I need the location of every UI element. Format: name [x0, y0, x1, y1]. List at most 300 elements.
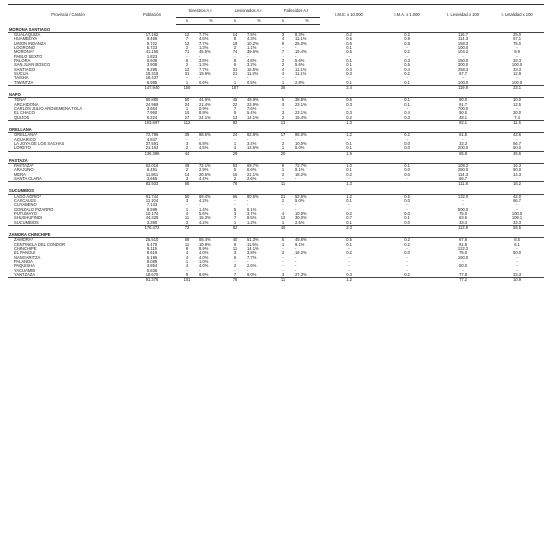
lethality-index-cell: 66.7 — [513, 199, 522, 203]
canton-name: SUCÚA — [14, 72, 29, 77]
injured-n-cell: 3 — [233, 212, 237, 217]
cases-pct-cell: 15.3% — [199, 216, 211, 221]
ime-cell: 0.7 — [346, 216, 352, 221]
injured-pct-cell: 9.0% — [247, 273, 257, 278]
injured-pct-cell: 0.5% — [247, 80, 257, 85]
cases-n-cell: 31 — [184, 72, 190, 77]
injured-pct-cell: 7.7% — [247, 255, 257, 260]
cases-pct-cell: 69.4% — [199, 194, 211, 199]
ima-cell: 0.0 — [404, 142, 410, 147]
lethality-index-cell: - — [516, 247, 518, 252]
dead-pct-cell: 72.7% — [295, 163, 307, 168]
canton-name: HUAMBOYA — [14, 37, 38, 42]
canton-name: PALORA — [14, 59, 31, 63]
injured-pct-cell: 82.8% — [247, 132, 259, 138]
population-cell: 5.835 — [146, 268, 158, 273]
population-cell: 11.104 — [145, 199, 159, 203]
injured-pct-cell: - — [247, 203, 249, 208]
population-cell: 5.196 — [146, 255, 158, 260]
canton-name: PASTAZA* — [14, 163, 34, 168]
cases-pct-cell: 4.0% — [199, 264, 209, 269]
population-cell: 9.722 — [146, 41, 158, 46]
ima-cell: - — [406, 260, 408, 265]
ima-cell: - — [406, 45, 408, 50]
injured-n-cell: 7 — [233, 107, 237, 112]
lethality-index-cell: - — [516, 76, 518, 81]
dead-pct-cell: - — [295, 177, 297, 182]
canton-name: ARAJUNO — [14, 168, 34, 173]
cases-pct-cell: 4.5% — [199, 146, 209, 151]
lethality-index-cell: 7.4 — [514, 115, 520, 120]
ima-cell: 0.0 — [404, 199, 410, 203]
cases-pct-cell: 4.0% — [199, 255, 209, 260]
injured-n-cell: 21 — [232, 72, 238, 77]
dead-n-cell: 4 — [281, 72, 285, 77]
injured-n-cell: 3 — [233, 251, 237, 256]
dead-n-cell: - — [282, 203, 284, 208]
dead-pct-cell: - — [295, 264, 297, 269]
injured-pct-cell: - — [247, 137, 249, 142]
population-cell: 6.936 — [146, 59, 158, 63]
injured-pct-cell: 69.7% — [247, 163, 259, 168]
dead-pct-cell: 23.1% — [295, 102, 307, 107]
lethality-index-cell: 12.9 — [513, 72, 522, 77]
injured-pct-cell: - — [247, 76, 249, 81]
subheader-n: n — [272, 18, 294, 25]
dead-n-cell: - — [282, 107, 284, 112]
ime-cell: - — [348, 137, 350, 142]
injured-n-cell: 2 — [233, 177, 237, 182]
injury-index-cell: 150.0 — [457, 255, 469, 260]
cases-n-cell: - — [186, 54, 188, 59]
ime-cell: 0.3 — [346, 102, 352, 107]
injury-index-cell: - — [462, 76, 464, 81]
lethality-index-cell: 42.0 — [513, 194, 522, 199]
canton-name: ZAMORA* — [14, 237, 34, 243]
canton-name: CARLOS JULIO AROSEMENA TOLA — [14, 107, 83, 112]
cases-pct-cell: 24.1% — [199, 115, 211, 120]
dead-pct-cell: - — [295, 45, 297, 50]
injured-n-cell: 53 — [232, 163, 238, 168]
cases-pct-cell: 8.9% — [199, 111, 209, 116]
population-cell: 21.163 — [145, 146, 159, 151]
dead-pct-cell: 23.1% — [295, 111, 307, 116]
total-cases-n-cell: 68 — [176, 182, 198, 187]
dead-n-cell: 2 — [281, 59, 285, 63]
province-name: SUCUMBIOS — [8, 187, 544, 194]
ime-cell: 0.2 — [346, 212, 352, 217]
canton-name: PABLO SEXTO — [14, 54, 43, 59]
dead-pct-cell: 5.0% — [295, 146, 305, 151]
header-dead: Fallecidos A.I — [272, 5, 320, 18]
population-cell: 3.665 — [146, 177, 158, 182]
canton-name: MERA — [14, 172, 26, 177]
dead-n-cell: 2 — [281, 172, 285, 177]
canton-name: PALANDA — [14, 260, 33, 265]
cases-pct-cell: 10.9% — [199, 242, 211, 247]
injured-n-cell: 6 — [233, 63, 237, 68]
ima-cell: - — [406, 203, 408, 208]
injury-index-cell: - — [462, 137, 464, 142]
dead-pct-cell: 30.0% — [295, 216, 307, 221]
total-ima-cell — [378, 278, 436, 283]
injured-n-cell: 4 — [233, 146, 237, 151]
injury-index-cell: 50.0 — [459, 111, 468, 116]
ima-cell: - — [406, 268, 408, 273]
population-cell: 60.880 — [145, 97, 159, 103]
lethality-index-cell: 100.0 — [511, 80, 523, 85]
canton-name: SUCUMBIOS — [14, 220, 39, 225]
cases-n-cell: 2 — [185, 168, 189, 173]
total-injured-n-cell: 82 — [224, 226, 246, 231]
injured-pct-cell: 3.2% — [247, 63, 257, 68]
cases-n-cell: 3 — [185, 177, 189, 182]
dead-n-cell: 1 — [281, 168, 285, 173]
injured-n-cell: 31 — [232, 67, 238, 72]
ima-cell: 0.2 — [404, 237, 410, 243]
canton-name: ARCHIDONA — [14, 102, 39, 107]
canton-name: PUTUMAYO — [14, 212, 37, 217]
dead-pct-cell: - — [295, 76, 297, 81]
total-lethality-index-cell: 55.6 — [490, 226, 544, 231]
cases-n-cell: 4 — [185, 255, 189, 260]
injury-index-cell: 500.0 — [457, 207, 469, 212]
cases-n-cell: 1 — [185, 107, 189, 112]
lethality-index-cell: 50.0 — [513, 251, 522, 256]
cases-pct-cell: 1.3% — [199, 45, 209, 50]
dead-pct-cell: - — [295, 255, 297, 260]
canton-name: GUALAQUIZA — [14, 32, 41, 37]
province-name: PASTAZA — [8, 156, 544, 163]
injured-n-cell: 11 — [232, 247, 238, 252]
ime-cell: 0.1 — [346, 142, 352, 147]
cases-n-cell: 4 — [185, 251, 189, 256]
cases-n-cell: - — [186, 76, 188, 81]
cases-n-cell: 71 — [184, 50, 190, 55]
total-cases-n-cell: 156 — [176, 86, 198, 91]
canton-name: LIMÓN INDANZA — [14, 41, 47, 46]
dead-n-cell: - — [282, 264, 284, 269]
dead-pct-cell: - — [295, 137, 297, 142]
injured-pct-cell: 51.3% — [247, 237, 259, 243]
injured-pct-cell: 4.3% — [247, 37, 257, 42]
dead-n-cell: 9 — [281, 41, 285, 46]
ima-cell: 0.5 — [404, 194, 410, 199]
ime-cell: 0.2 — [346, 32, 352, 37]
cases-n-cell: 12 — [184, 32, 190, 37]
injured-pct-cell: 1.1% — [247, 45, 257, 50]
cases-pct-cell: 4.4% — [199, 177, 209, 182]
cases-pct-cell: 6.8% — [199, 142, 209, 147]
total-injury-index-cell: 119.9 — [436, 86, 490, 91]
lethality-index-cell: - — [516, 137, 518, 142]
injured-pct-cell: 3.7% — [247, 212, 257, 217]
dead-pct-cell: 5.6% — [295, 59, 305, 63]
ima-cell: 0.0 — [404, 146, 410, 151]
cases-n-cell: - — [186, 137, 188, 142]
province-header-row — [8, 90, 544, 97]
ime-cell: 0.1 — [346, 63, 352, 68]
dead-n-cell: - — [282, 177, 284, 182]
cases-pct-cell: 1.4% — [199, 207, 209, 212]
cases-n-cell: 14 — [184, 172, 190, 177]
cases-pct-cell: 8.9% — [199, 247, 209, 252]
header-ima: I.M.A. x 1.000 — [378, 5, 436, 25]
canton-name: TIWINTZA — [14, 80, 34, 85]
cases-pct-cell: 4.0% — [199, 251, 209, 256]
cases-n-cell: 6 — [185, 59, 189, 63]
ime-cell: 0.3 — [346, 72, 352, 77]
injury-index-cell: - — [462, 268, 464, 273]
cases-pct-cell: 7.7% — [199, 32, 209, 37]
canton-name: TAISHA — [14, 76, 29, 81]
dead-n-cell: - — [282, 247, 284, 252]
injury-index-cell: 67.8 — [459, 237, 468, 243]
cases-pct-cell: - — [199, 76, 201, 81]
injury-index-cell: 77.8 — [459, 273, 468, 278]
population-cell: 25.510 — [145, 237, 159, 243]
ima-cell: 0.0 — [404, 168, 410, 173]
header-injury-index: I. Lesividad x 100 — [436, 5, 490, 25]
ima-cell: 0.2 — [404, 273, 410, 278]
total-cases-n-cell: 72 — [176, 226, 198, 231]
cases-n-cell: 59 — [184, 237, 190, 243]
total-injured-n-cell: 76 — [224, 182, 246, 187]
injury-index-cell: - — [462, 260, 464, 265]
dead-n-cell: 1 — [281, 146, 285, 151]
lethality-index-cell: 9.1 — [514, 242, 520, 247]
lethality-index-cell: 50.0 — [513, 146, 522, 151]
injured-n-cell: - — [234, 203, 236, 208]
total-ime-cell: 2.3 — [320, 226, 378, 231]
cases-n-cell: 24 — [184, 102, 190, 107]
population-cell: 44.328 — [145, 216, 159, 221]
cases-n-cell: 39 — [184, 132, 190, 138]
injury-index-cell: 104.2 — [457, 50, 469, 55]
population-cell: 11.861 — [145, 172, 159, 177]
population-cell: 5.723 — [146, 45, 158, 50]
ima-cell: 0.0 — [404, 212, 410, 217]
dead-n-cell: 1 — [281, 242, 285, 247]
canton-name: LAGO AGRIO* — [14, 194, 42, 199]
injury-index-cell: 75.0 — [459, 251, 468, 256]
injured-n-cell: - — [234, 199, 236, 203]
dead-n-cell: 3 — [281, 102, 285, 107]
injury-index-cell: 75.0 — [459, 212, 468, 217]
total-dead-n-cell: 20 — [272, 151, 294, 156]
total-dead-n-cell: 11 — [272, 182, 294, 187]
population-cell: 1.823 — [146, 54, 158, 59]
ima-cell: 0.2 — [404, 50, 410, 55]
ima-cell: - — [406, 137, 408, 142]
injured-n-cell: 14 — [232, 32, 238, 37]
total-ime-cell: 1.2 — [320, 278, 378, 283]
ima-cell: 0.1 — [404, 163, 410, 168]
dead-pct-cell: 2.8% — [295, 80, 305, 85]
subheader-pct: % — [198, 18, 224, 25]
ima-cell: 0.3 — [404, 59, 410, 63]
lethality-index-cell: 33.3 — [513, 67, 522, 72]
injured-pct-cell: 14.1% — [247, 247, 259, 252]
injury-index-cell: 63.6 — [459, 216, 468, 221]
ime-cell: 0.1 — [346, 220, 352, 225]
injured-pct-cell: 23.9% — [247, 102, 259, 107]
dead-pct-cell: 45.5% — [295, 237, 307, 243]
ima-cell: 0.2 — [404, 32, 410, 37]
total-ime-cell: 1.5 — [320, 151, 378, 156]
injury-index-cell: 122.2 — [457, 247, 469, 252]
dead-pct-cell: 8.3% — [295, 32, 305, 37]
cases-n-cell: 12 — [184, 67, 190, 72]
lethality-index-cell: 66.7 — [513, 142, 522, 147]
cases-n-cell: 50 — [184, 97, 190, 103]
dead-n-cell: - — [282, 54, 284, 59]
injured-pct-cell: 2.6% — [247, 264, 257, 269]
injury-index-cell: 33.3 — [459, 142, 468, 147]
population-cell: 3.664 — [146, 107, 158, 112]
header-ime: I.M.E. x 10.000 — [320, 5, 378, 25]
ime-cell: 0.3 — [346, 67, 352, 72]
cases-pct-cell: 19.9% — [199, 72, 211, 77]
injured-n-cell: 16 — [232, 172, 238, 177]
canton-name: ORELLANA* — [14, 132, 38, 138]
dead-n-cell: 2 — [281, 142, 285, 147]
canton-name: MORONA* — [14, 50, 35, 55]
ime-cell: - — [348, 268, 350, 273]
cases-pct-cell: 3.8% — [199, 59, 209, 63]
cases-pct-cell: 4.5% — [199, 37, 209, 42]
injury-index-cell: 48.1 — [459, 115, 468, 120]
canton-name: LORETO — [14, 146, 31, 151]
dead-pct-cell: 38.5% — [295, 97, 307, 103]
population-cell: 10.174 — [145, 212, 159, 217]
injury-index-cell: 250.0 — [457, 168, 469, 173]
total-ime-cell: 2.4 — [320, 86, 378, 91]
injured-n-cell: 9 — [233, 242, 237, 247]
ime-cell: 0.2 — [346, 172, 352, 177]
canton-name: LOGROÑO — [14, 45, 35, 50]
canton-name: SHUSHUFINDI — [14, 216, 42, 221]
lethality-index-cell: - — [516, 54, 518, 59]
cases-pct-cell: 72.1% — [199, 163, 211, 168]
injured-pct-cell: 11.2% — [247, 72, 259, 77]
injured-pct-cell: - — [247, 54, 249, 59]
dead-pct-cell: 9.1% — [295, 242, 305, 247]
statistics-sheet — [8, 4, 544, 283]
injured-pct-cell: 48.9% — [247, 97, 259, 103]
cases-n-cell: 4 — [185, 264, 189, 269]
cases-pct-cell: 4.2% — [199, 220, 209, 225]
injury-index-cell: 108.2 — [457, 163, 469, 168]
injured-n-cell: 2 — [233, 45, 237, 50]
header-place: Provincia / Cantón — [8, 5, 128, 25]
cases-pct-cell: 7.7% — [199, 41, 209, 46]
total-ime-cell: 1.3 — [320, 121, 378, 126]
injury-index-cell: 158.3 — [457, 41, 469, 46]
lethality-index-cell: - — [516, 45, 518, 50]
lethality-index-cell: - — [516, 268, 518, 273]
dead-n-cell: 7 — [281, 50, 285, 55]
dead-pct-cell: 9.1% — [295, 168, 305, 173]
canton-name: QUIJOS — [14, 115, 30, 120]
injured-pct-cell: 1.2% — [247, 220, 257, 225]
cases-n-cell: 1 — [185, 207, 189, 212]
dead-pct-cell: 11.1% — [295, 72, 307, 77]
ime-cell: 0.5 — [346, 50, 352, 55]
ime-cell: 0.1 — [346, 45, 352, 50]
canton-name: AGUARICO — [14, 137, 36, 142]
dead-n-cell: 12 — [280, 216, 286, 221]
ima-cell: 0.1 — [404, 80, 410, 85]
dead-n-cell: 4 — [281, 212, 285, 217]
lethality-index-cell: 8.5 — [514, 237, 520, 243]
province-total-row — [8, 278, 544, 283]
dead-n-cell: 21 — [280, 194, 286, 199]
dead-n-cell: 2 — [281, 199, 285, 203]
population-cell: 8.466 — [146, 37, 158, 42]
canton-name: SANTIAGO — [14, 67, 36, 72]
injured-pct-cell: 21.1% — [247, 172, 259, 177]
lethality-index-cell: 25.0 — [513, 32, 522, 37]
injury-index-cell: 114.3 — [458, 37, 469, 42]
total-dead-n-cell: 40 — [272, 226, 294, 231]
cases-pct-cell: - — [199, 268, 201, 273]
cases-pct-cell: 0.6% — [199, 80, 209, 85]
ima-cell: 0.1 — [404, 97, 410, 103]
ima-cell: - — [406, 264, 408, 269]
dead-pct-cell: 11.1% — [295, 37, 307, 42]
total-population-cell: 136.396 — [128, 151, 176, 156]
ima-cell: 0.9 — [404, 41, 410, 46]
dead-n-cell: 5 — [281, 237, 285, 243]
cases-n-cell: 3 — [185, 220, 189, 225]
total-injured-n-cell: 78 — [224, 278, 246, 283]
ima-cell: 0.8 — [404, 37, 410, 42]
lethality-index-cell: 43.6 — [513, 132, 522, 138]
injured-n-cell: 19 — [232, 41, 238, 46]
injured-pct-cell: - — [247, 268, 249, 273]
injured-n-cell: 2 — [233, 264, 237, 269]
dead-n-cell: - — [282, 255, 284, 260]
total-population-cell: 83.933 — [128, 182, 176, 187]
cases-n-cell: 9 — [185, 247, 189, 252]
cases-n-cell: 7 — [185, 37, 189, 42]
ime-cell: 0.1 — [346, 80, 352, 85]
injury-index-cell: - — [462, 199, 464, 203]
cases-pct-cell: 45.5% — [199, 50, 211, 55]
ima-cell: 0.2 — [404, 132, 410, 138]
lethality-index-cell: 33.3 — [513, 273, 522, 278]
cases-pct-cell: - — [199, 54, 201, 59]
lethality-index-cell: 109.1 — [511, 216, 523, 221]
injured-n-cell: 6 — [233, 255, 237, 260]
province-header-row — [8, 187, 544, 194]
total-dead-pct-cell — [294, 278, 320, 283]
ime-cell: - — [348, 203, 350, 208]
lethality-index-cell: 33.3 — [513, 59, 522, 63]
lethality-index-cell: - — [516, 177, 518, 182]
population-cell: 4.847 — [146, 137, 158, 142]
injury-index-cell: - — [462, 203, 464, 208]
total-population-cell: 147.940 — [128, 86, 176, 91]
dead-pct-cell: - — [295, 260, 297, 265]
ime-cell: 0.5 — [346, 237, 352, 243]
injured-n-cell: - — [234, 260, 236, 265]
ima-cell: 0.0 — [404, 251, 410, 256]
ima-cell: 0.4 — [404, 111, 410, 116]
population-cell: 3.908 — [146, 63, 158, 68]
subheader-pct: % — [294, 18, 320, 25]
